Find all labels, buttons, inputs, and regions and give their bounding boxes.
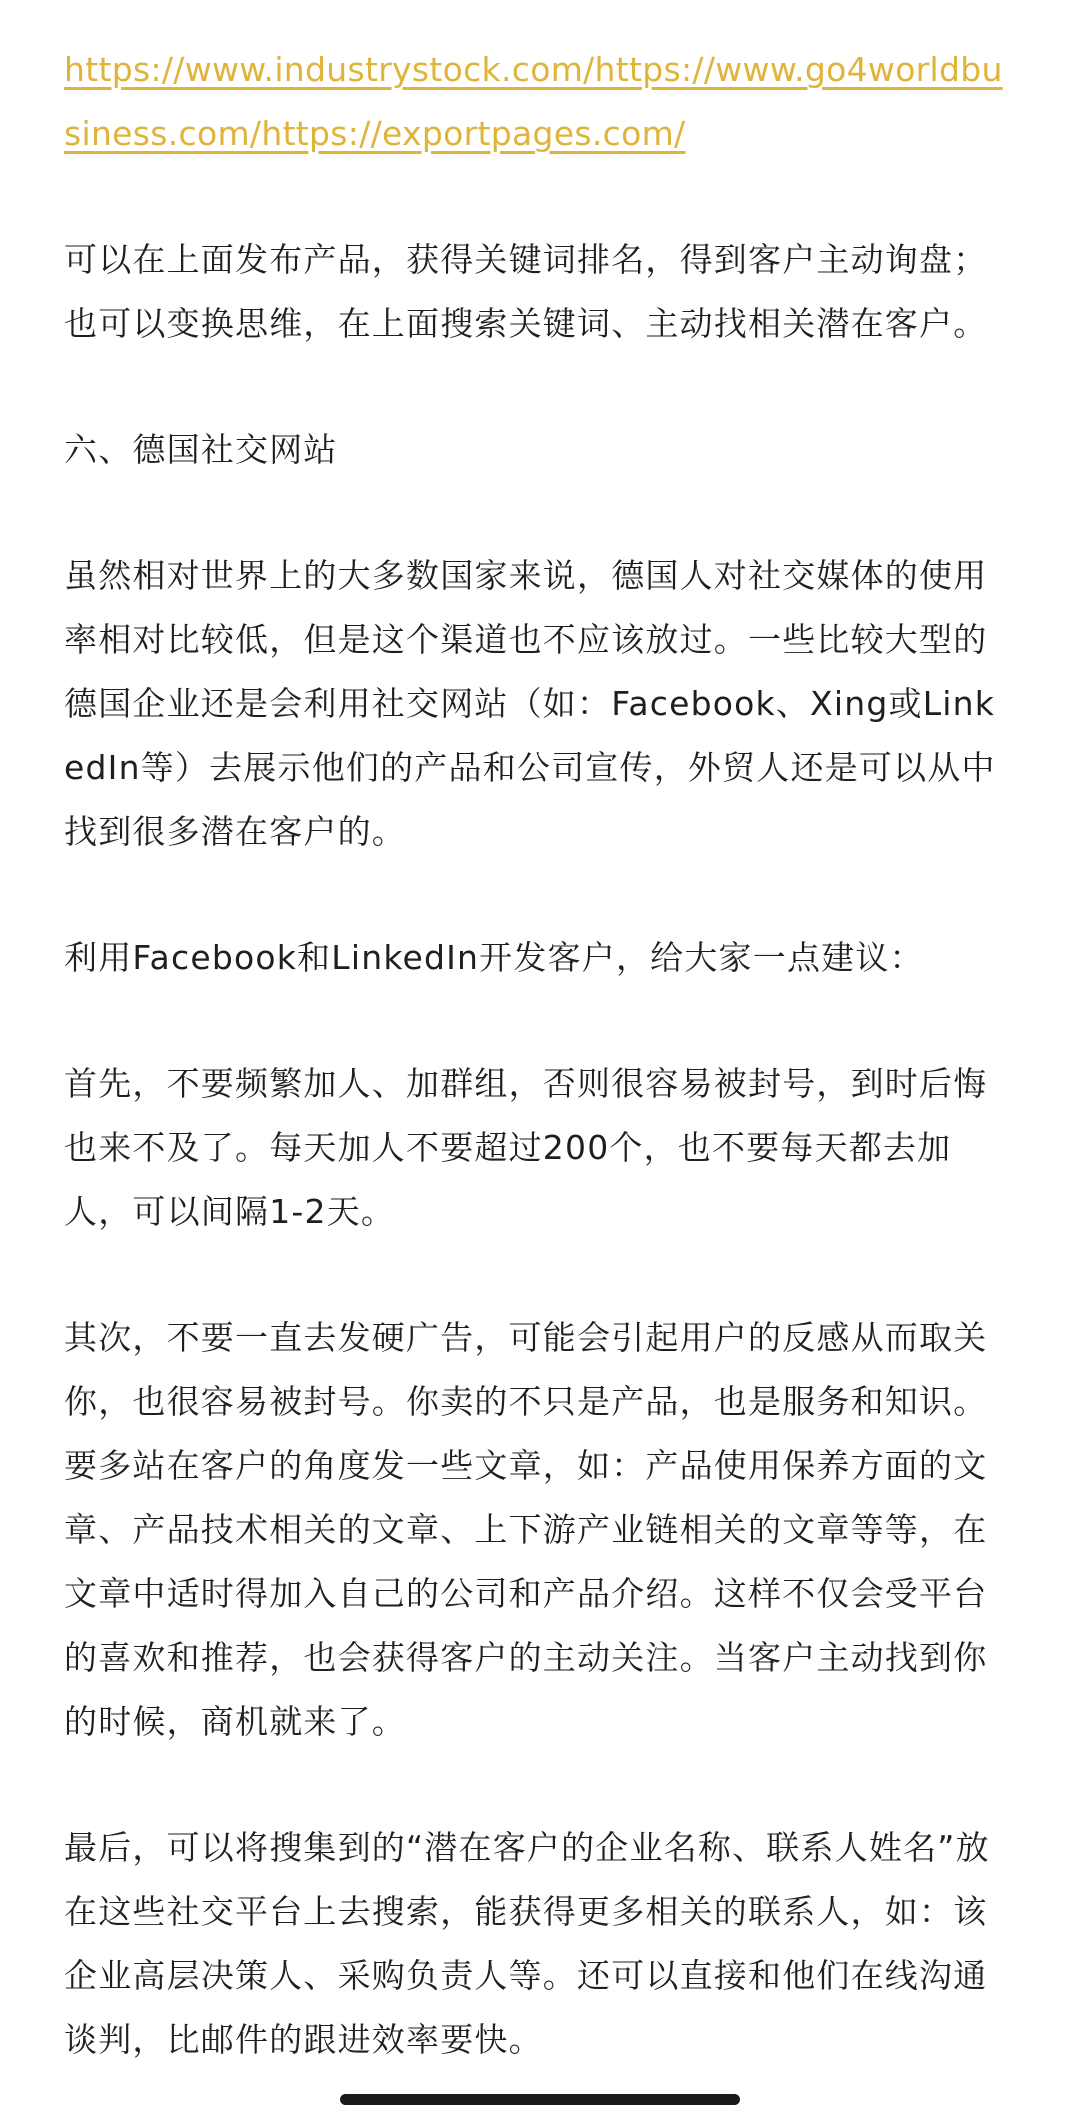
spacer [64,356,1014,418]
paragraph-social-media-germany: 虽然相对世界上的大多数国家来说，德国人对社交媒体的使用率相对比较低，但是这个渠道也不应该放过。一些比较大型的德国企业还是会利用社交网站（如：Facebook、Xing或LinkedIn等）去展示他们的产品和公司宣传，外贸人还是可以从中找到很多潜在客户的。 [64,556,996,851]
home-indicator-bar[interactable] [340,2094,740,2105]
paragraph-second-advice: 其次，不要一直去发硬广告，可能会引起用户的反感从而取关你，也很容易被封号。你卖的不只是产品，也是服务和知识。要多站在客户的角度发一些文章，如：产品使用保养方面的文章、产品技术相关的文章、上下游产业链相关的文章等等，在文章中适时得加入自己的公司和产品介绍。这样不仅会受平台的喜欢和推荐，也会获得客户的主动关注。当客户主动找到你的时候，商机就来了。 [64,1318,988,1741]
paragraph-first-advice: 首先，不要频繁加人、加群组，否则很容易被封号，到时后悔也来不及了。每天加人不要超过200个，也不要每天都去加人，可以间隔1-2天。 [64,1064,988,1231]
paragraph-advice-intro: 利用Facebook和LinkedIn开发客户，给大家一点建议： [64,938,924,977]
spacer [64,990,1014,1052]
spacer [64,166,1014,228]
spacer [64,864,1014,926]
spacer [64,1244,1014,1306]
spacer [64,1754,1014,1816]
spacer [64,482,1014,544]
paragraph-platform-usage: 可以在上面发布产品，获得关键词排名，得到客户主动询盘；也可以变换思维，在上面搜索关键词、主动找相关潜在客户。 [64,240,988,343]
article-body [64,38,1014,2072]
section-heading-social-sites: 六、德国社交网站 [64,430,338,469]
website-links[interactable]: https://www.industrystock.com/https://www.go4worldbusiness.com/https://exportpages.com/ [64,50,1003,153]
paragraph-final-advice: 最后，可以将搜集到的“潜在客户的企业名称、联系人姓名”放在这些社交平台上去搜索，能获得更多相关的联系人，如：该企业高层决策人、采购负责人等。还可以直接和他们在线沟通谈判，比邮件的跟进效率要快。 [64,1828,990,2059]
